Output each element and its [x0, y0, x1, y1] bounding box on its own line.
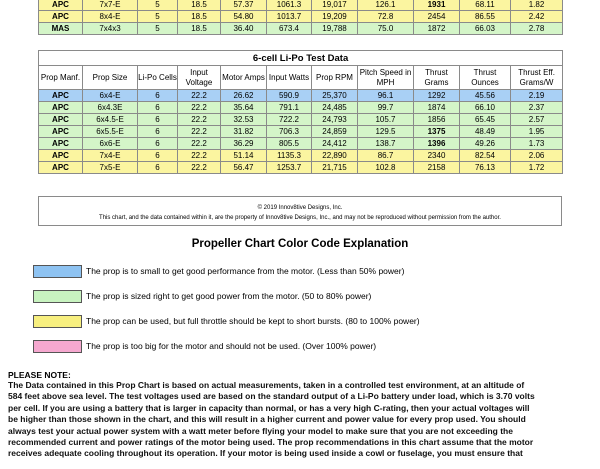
prop-size-cell: 6x5.5-E	[83, 126, 138, 138]
column-header: Input Watts	[267, 66, 312, 90]
legend-text: The prop is too big for the motor and should not be used. (Over 100% power)	[86, 341, 377, 351]
prop-rpm-cell: 24,485	[312, 102, 358, 114]
column-header: Prop Manf.	[39, 66, 83, 90]
prop-size-cell: 6x6-E	[83, 138, 138, 150]
motor-amps-cell: 31.82	[221, 126, 267, 138]
thrust-ounces-cell: 66.10	[460, 102, 511, 114]
prop-size-cell: 7x7-E	[83, 0, 138, 11]
motor-amps-cell: 32.53	[221, 114, 267, 126]
top-data-table	[38, 0, 563, 35]
column-header: Prop Size	[83, 66, 138, 90]
input-watts-cell: 1253.7	[267, 162, 312, 174]
input-voltage-cell: 18.5	[178, 0, 221, 11]
note-line: The Data contained in this Prop Chart is based on actual measurements, taken in a controlled test environment, at an altitude of	[8, 380, 525, 390]
pitch-speed-cell: 138.7	[358, 138, 414, 150]
thrust-grams-cell: 1396	[414, 138, 460, 150]
thrust-efficiency-cell: 1.95	[511, 126, 563, 138]
prop-manufacturer-cell: APC	[39, 138, 83, 150]
input-voltage-cell: 22.2	[178, 126, 221, 138]
motor-amps-cell: 57.37	[221, 0, 267, 11]
thrust-ounces-cell: 76.13	[460, 162, 511, 174]
prop-rpm-cell: 24,859	[312, 126, 358, 138]
thrust-grams-cell: 1872	[414, 23, 460, 35]
legend-swatch	[33, 340, 82, 353]
table-row	[39, 150, 563, 162]
input-watts-cell: 706.3	[267, 126, 312, 138]
note-body	[8, 380, 594, 460]
input-watts-cell: 1135.3	[267, 150, 312, 162]
note-line: receives adequate cooling throughout its operation. If your motor is being used inside a cowl or fuselage, you must ensure that	[8, 448, 523, 459]
note-line: be higher than those shown in the chart, and this will result in a higher current and power value for every prop used. You should	[8, 414, 526, 425]
input-watts-cell: 791.1	[267, 102, 312, 114]
thrust-ounces-cell: 48.49	[460, 126, 511, 138]
prop-manufacturer-cell: APC	[39, 114, 83, 126]
thrust-efficiency-cell: 2.37	[511, 102, 563, 114]
note-line: 584 feet above sea level. The test voltages used are based on the standard output of a Li-Po battery under load, which is 3.70 volts	[8, 391, 535, 402]
input-watts-cell: 673.4	[267, 23, 312, 35]
input-watts-cell: 1013.7	[267, 11, 312, 23]
motor-amps-cell: 54.80	[221, 11, 267, 23]
pitch-speed-cell: 105.7	[358, 114, 414, 126]
pitch-speed-cell: 86.7	[358, 150, 414, 162]
prop-manufacturer-cell: APC	[39, 0, 83, 11]
lipo-cells-cell: 5	[138, 0, 178, 11]
thrust-grams-cell: 2158	[414, 162, 460, 174]
thrust-efficiency-cell: 1.73	[511, 138, 563, 150]
legend-swatch	[33, 315, 82, 328]
lipo-cells-cell: 6	[138, 162, 178, 174]
column-header: Li-Po Cells	[138, 66, 178, 90]
column-header: Prop RPM	[312, 66, 358, 90]
motor-amps-cell: 36.29	[221, 138, 267, 150]
prop-manufacturer-cell: MAS	[39, 23, 83, 35]
thrust-grams-cell: 1856	[414, 114, 460, 126]
lipo-cells-cell: 6	[138, 126, 178, 138]
note-line: per cell. If you are using a battery that is larger in capacity than normal, or has a very high C-rating, then your actual voltages will	[8, 402, 530, 413]
pitch-speed-cell: 102.8	[358, 162, 414, 174]
input-watts-cell: 722.2	[267, 114, 312, 126]
input-voltage-cell: 22.2	[178, 102, 221, 114]
table-row	[39, 90, 563, 102]
note-line: recommended current and power ratings of the motor being used. The prop recommendations in this chart assume that the motor	[8, 437, 534, 448]
thrust-efficiency-cell: 2.78	[511, 23, 563, 35]
legend-text: The prop can be used, but full throttle should be kept to short bursts. (80 to 100% power)	[86, 316, 420, 326]
thrust-ounces-cell: 65.45	[460, 114, 511, 126]
prop-size-cell: 6x4-E	[83, 90, 138, 102]
prop-rpm-cell: 19,017	[312, 0, 358, 11]
lipo-cells-cell: 5	[138, 11, 178, 23]
thrust-efficiency-cell: 2.57	[511, 114, 563, 126]
column-header: Thrust Eff. Grams/W	[511, 66, 563, 90]
prop-rpm-cell: 21,715	[312, 162, 358, 174]
motor-amps-cell: 51.14	[221, 150, 267, 162]
prop-rpm-cell: 22,890	[312, 150, 358, 162]
prop-size-cell: 7x4x3	[83, 23, 138, 35]
prop-rpm-cell: 19,209	[312, 11, 358, 23]
lipo-cells-cell: 6	[138, 90, 178, 102]
input-watts-cell: 805.5	[267, 138, 312, 150]
note-title: PLEASE NOTE:	[8, 370, 71, 380]
prop-rpm-cell: 25,370	[312, 90, 358, 102]
thrust-ounces-cell: 49.26	[460, 138, 511, 150]
motor-amps-cell: 35.64	[221, 102, 267, 114]
thrust-ounces-cell: 66.03	[460, 23, 511, 35]
pitch-speed-cell: 75.0	[358, 23, 414, 35]
pitch-speed-cell: 129.5	[358, 126, 414, 138]
ownership-notice: This chart, and the data contained within it, are the property of Innov8tive Designs, Inc., and may not be reproduced without permission from the author.	[99, 215, 501, 221]
prop-manufacturer-cell: APC	[39, 150, 83, 162]
lipo-cells-cell: 6	[138, 150, 178, 162]
thrust-grams-cell: 1874	[414, 102, 460, 114]
legend-text: The prop is to small to get good performance from the motor. (Less than 50% power)	[86, 266, 405, 276]
input-voltage-cell: 22.2	[178, 90, 221, 102]
column-header: Thrust Grams	[414, 66, 460, 90]
thrust-efficiency-cell: 1.72	[511, 162, 563, 174]
table-row	[39, 11, 563, 23]
pitch-speed-cell: 126.1	[358, 0, 414, 11]
prop-manufacturer-cell: APC	[39, 11, 83, 23]
thrust-ounces-cell: 68.11	[460, 0, 511, 11]
table-title: 6-cell Li-Po Test Data	[39, 51, 563, 66]
lipo-cells-cell: 6	[138, 114, 178, 126]
thrust-efficiency-cell: 2.06	[511, 150, 563, 162]
legend-text: The prop is sized right to get good power from the motor. (50 to 80% power)	[86, 291, 372, 301]
table-row	[39, 23, 563, 35]
legend-title: Propeller Chart Color Code Explanation	[191, 238, 409, 250]
input-voltage-cell: 22.2	[178, 138, 221, 150]
thrust-ounces-cell: 82.54	[460, 150, 511, 162]
prop-manufacturer-cell: APC	[39, 126, 83, 138]
table-row	[39, 162, 563, 174]
thrust-grams-cell: 2454	[414, 11, 460, 23]
thrust-efficiency-cell: 1.82	[511, 0, 563, 11]
prop-manufacturer-cell: APC	[39, 102, 83, 114]
lipo-cells-cell: 6	[138, 102, 178, 114]
column-header: Pitch Speed in MPH	[358, 66, 414, 90]
copyright-box	[38, 196, 562, 226]
thrust-grams-cell: 2340	[414, 150, 460, 162]
thrust-ounces-cell: 45.56	[460, 90, 511, 102]
thrust-efficiency-cell: 2.42	[511, 11, 563, 23]
input-voltage-cell: 22.2	[178, 114, 221, 126]
table-row	[39, 138, 563, 150]
legend-swatch	[33, 265, 82, 278]
copyright-line: © 2019 Innov8tive Designs, Inc.	[257, 205, 343, 211]
note-line: always test your actual power system with a watt meter before flying your model to make sure that you are not exceeding the	[8, 425, 513, 436]
prop-manufacturer-cell: APC	[39, 90, 83, 102]
table-row	[39, 102, 563, 114]
input-watts-cell: 590.9	[267, 90, 312, 102]
thrust-grams-cell: 1292	[414, 90, 460, 102]
prop-size-cell: 7x5-E	[83, 162, 138, 174]
input-voltage-cell: 22.2	[178, 162, 221, 174]
input-voltage-cell: 18.5	[178, 23, 221, 35]
input-watts-cell: 1061.3	[267, 0, 312, 11]
motor-amps-cell: 56.47	[221, 162, 267, 174]
column-header: Thrust Ounces	[460, 66, 511, 90]
column-header: Motor Amps	[221, 66, 267, 90]
table-row	[39, 114, 563, 126]
pitch-speed-cell: 99.7	[358, 102, 414, 114]
table-row	[39, 126, 563, 138]
thrust-grams-cell: 1375	[414, 126, 460, 138]
table-row	[39, 0, 563, 11]
prop-size-cell: 6x4.5-E	[83, 114, 138, 126]
thrust-efficiency-cell: 2.19	[511, 90, 563, 102]
lipo-cells-cell: 5	[138, 23, 178, 35]
input-voltage-cell: 18.5	[178, 11, 221, 23]
motor-amps-cell: 26.62	[221, 90, 267, 102]
thrust-ounces-cell: 86.55	[460, 11, 511, 23]
prop-manufacturer-cell: APC	[39, 162, 83, 174]
pitch-speed-cell: 96.1	[358, 90, 414, 102]
prop-rpm-cell: 19,788	[312, 23, 358, 35]
lipo-cells-cell: 6	[138, 138, 178, 150]
input-voltage-cell: 22.2	[178, 150, 221, 162]
prop-size-cell: 7x4-E	[83, 150, 138, 162]
legend-swatch	[33, 290, 82, 303]
prop-size-cell: 8x4-E	[83, 11, 138, 23]
prop-rpm-cell: 24,793	[312, 114, 358, 126]
motor-amps-cell: 36.40	[221, 23, 267, 35]
thrust-grams-cell: 1931	[414, 0, 460, 11]
table-header-row	[39, 66, 563, 90]
prop-rpm-cell: 24,412	[312, 138, 358, 150]
prop-size-cell: 6x4.3E	[83, 102, 138, 114]
column-header: Input Voltage	[178, 66, 221, 90]
six-cell-data-table	[38, 50, 563, 174]
pitch-speed-cell: 72.8	[358, 11, 414, 23]
